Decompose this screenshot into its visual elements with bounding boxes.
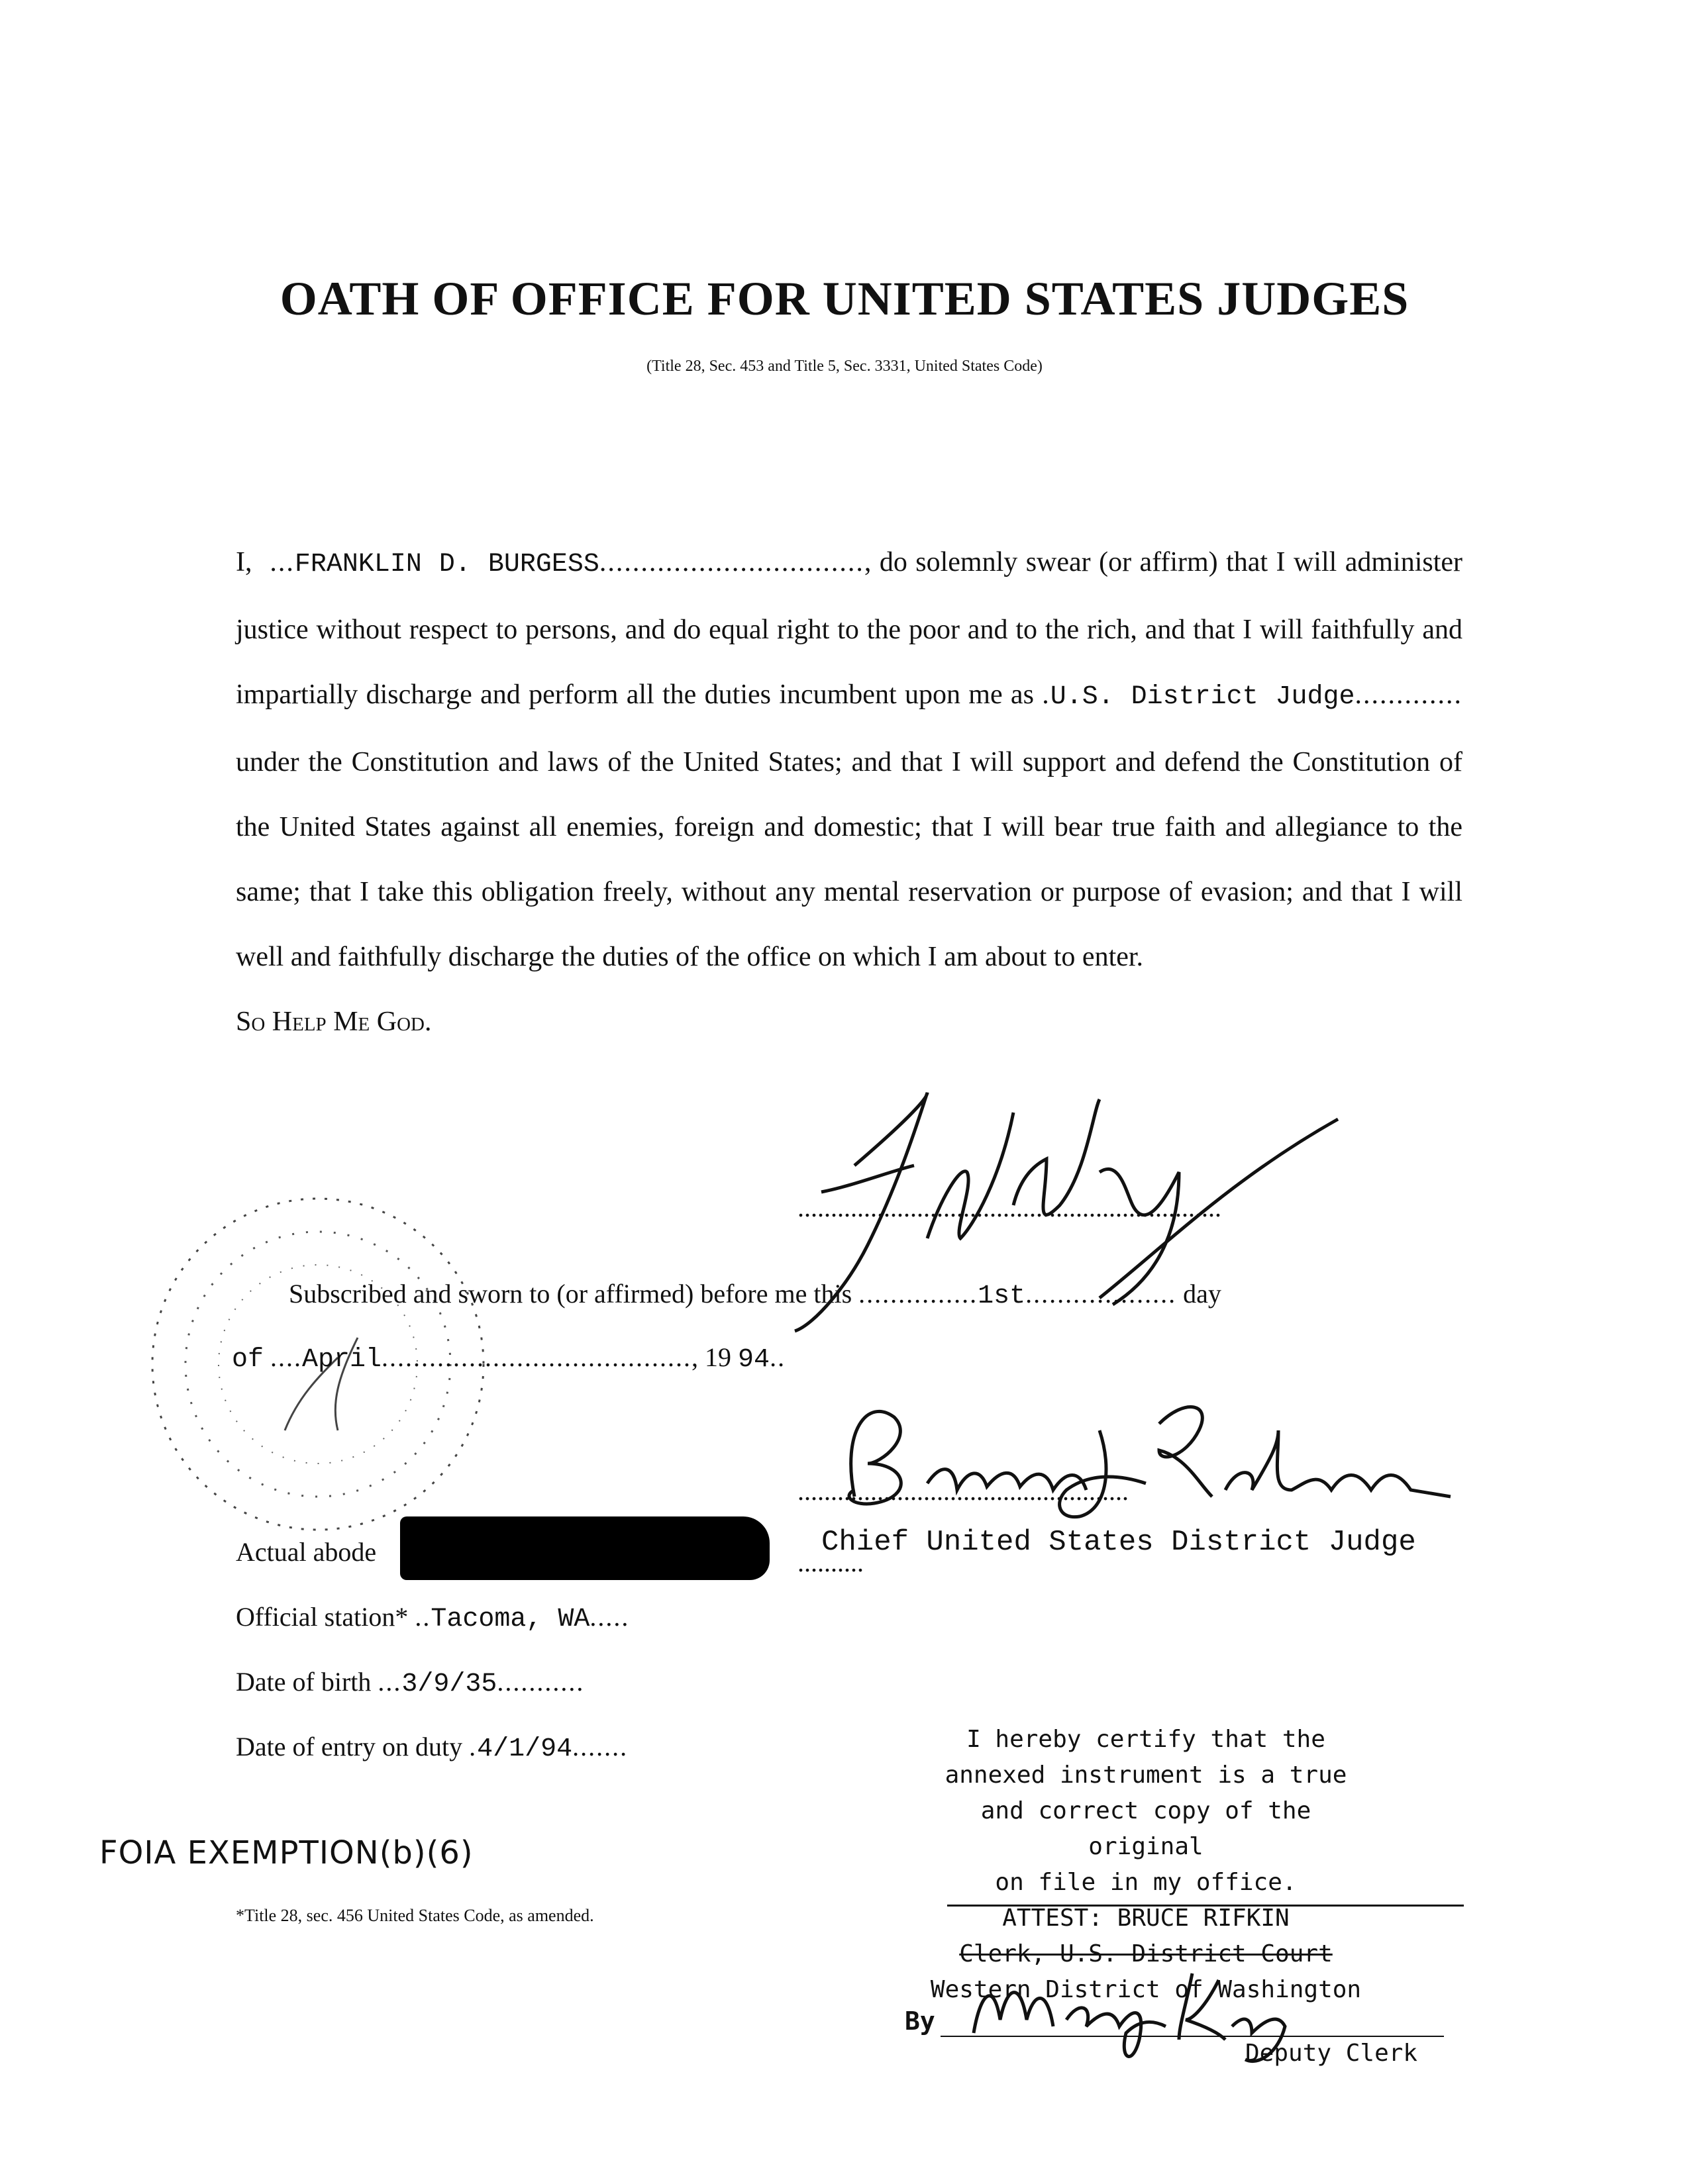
day-value: 1st: [978, 1281, 1026, 1311]
cert-rule: [947, 1905, 1464, 1907]
date-of-birth-row: Date of birth ...3/9/35...........: [236, 1667, 585, 1699]
date-of-entry-value: 4/1/94: [477, 1734, 573, 1764]
cert-line: Western District of Washington: [930, 1976, 1362, 2003]
month-value: April: [302, 1345, 382, 1375]
footnote: *Title 28, sec. 456 United States Code, as amended.: [236, 1906, 594, 1925]
judge-name: FRANKLIN D. BURGESS: [294, 550, 599, 579]
date-of-entry-row: Date of entry on duty .4/1/94.......: [236, 1732, 629, 1764]
cert-line: annexed instrument is a true: [945, 1762, 1347, 1789]
official-station-value: Tacoma, WA: [431, 1605, 590, 1634]
cert-line: on file in my office.: [995, 1869, 1297, 1896]
of-label: of: [232, 1345, 264, 1375]
document-subtitle: (Title 28, Sec. 453 and Title 5, Sec. 3331, United States Code): [646, 358, 1043, 375]
position-title: U.S. District Judge: [1050, 682, 1355, 712]
cert-line: I hereby certify that the: [966, 1726, 1325, 1753]
oath-part1: , do solemnly swear (or affirm) that I will administer justice without respect to persons, and do equal right to the poor and to the rich, and that I will faithfully and impartially discharge and perform all the duties incumbent upon me as: [236, 547, 1463, 710]
subscribed-text: Subscribed and sworn to (or affirmed) before me this: [289, 1279, 852, 1309]
year-prefix: , 19: [691, 1342, 732, 1372]
month-year-line: of ....April......................................., 19 94..: [232, 1342, 786, 1375]
year-value: 94: [738, 1345, 770, 1375]
cert-line: ATTEST: BRUCE RIFKIN: [1002, 1905, 1290, 1932]
date-of-birth-label: Date of birth: [236, 1667, 372, 1697]
chief-signature-line: ..................................................: [797, 1476, 1129, 1506]
oath-part2: under the Constitution and laws of the United States; and that I will support and defend the Constitution of the United States against all enemies, foreign and domestic; that I will bear true faith and allegiance to the same; that I take this obligation freely, without any mental reservation or purpose of evasion; and that I will well and faithfully discharge the duties of the office on which I am about to enter.: [236, 747, 1462, 972]
document-title: OATH OF OFFICE FOR UNITED STATES JUDGES: [280, 272, 1409, 325]
deputy-clerk-label: Deputy Clerk: [1245, 2040, 1418, 2067]
foia-stamp: FOIA EXEMPTION(b)(6): [99, 1834, 474, 1871]
subscribed-line: Subscribed and sworn to (or affirmed) before me this ...............1st................... day: [289, 1279, 1221, 1311]
day-label: day: [1183, 1279, 1221, 1309]
officiant-title: Chief United States District Judge: [821, 1526, 1416, 1559]
redaction-block: [400, 1516, 770, 1580]
oath-intro: I,: [236, 547, 252, 577]
by-label: By: [905, 2007, 935, 2036]
cert-line: Clerk, U.S. District Court: [959, 1940, 1333, 1967]
official-station-row: Official station* ..Tacoma, WA.....: [236, 1602, 630, 1634]
cert-line: and correct copy of the original: [980, 1797, 1311, 1860]
date-of-birth-value: 3/9/35: [401, 1669, 497, 1699]
judge-signature-line: ................................................................: [797, 1193, 1221, 1222]
oath-closing: So Help Me God.: [236, 1007, 432, 1037]
actual-abode-label: Actual abode: [236, 1537, 377, 1567]
oath-paragraph: I, ...FRANKLIN D. BURGESS................................, do solemnly swear (or affirm) that I will administer justice without respect to persons, and do equal right to the poor and to the rich, and that I will faithfully and impartially discharge and perform all the duties incumbent upon me as .U.S. District Judge............. under the Constitution and laws of the United States; and that I will support and defend the Constitution of the United States against all enemies, foreign and domestic; that I will bear true faith and allegiance to the same; that I take this obligation freely, without any mental reservation or purpose of evasion; and that I will well and faithfully discharge the duties of the office on which I am about to enter. So Help Me God.: [236, 547, 1463, 1037]
date-of-entry-label: Date of entry on duty: [236, 1732, 463, 1762]
official-station-label: Official station*: [236, 1602, 409, 1632]
